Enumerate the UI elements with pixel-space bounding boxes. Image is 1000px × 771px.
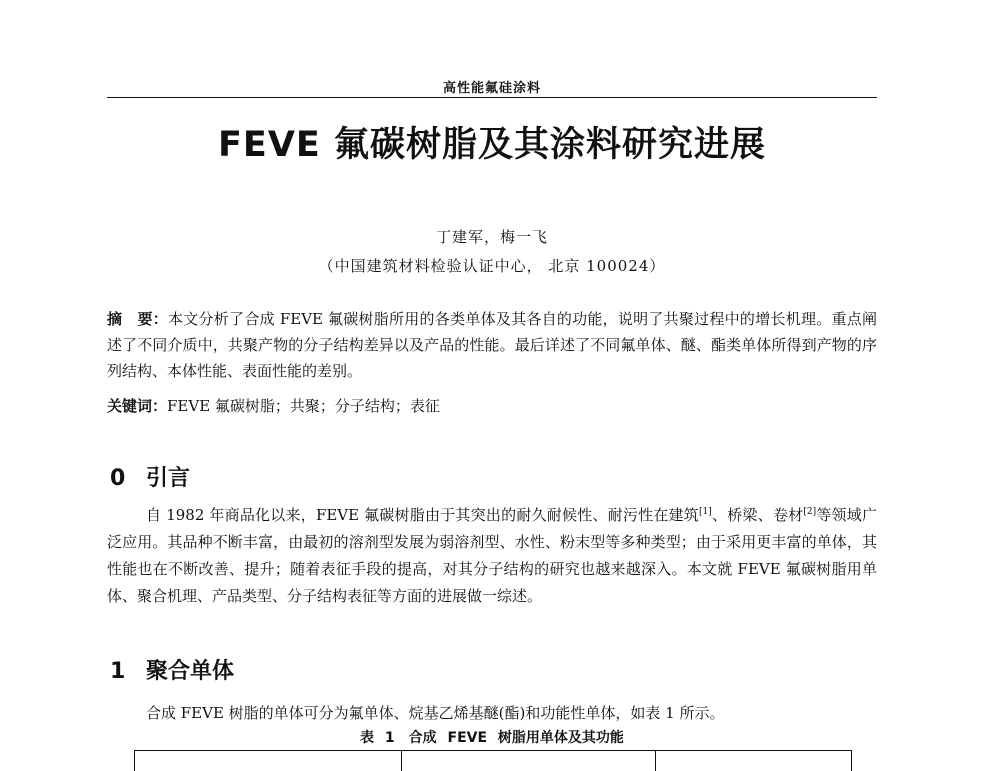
keywords-label: 关键词： <box>107 397 168 415</box>
author-line: 丁建军，梅一飞 <box>435 228 548 246</box>
citation-ref[interactable]: [2] <box>803 507 817 517</box>
keywords <box>107 393 877 419</box>
table-caption: 表 1 合成 FEVE 树脂用单体及其功能 <box>360 730 624 746</box>
introduction-paragraph <box>107 502 877 610</box>
paragraph-text: 等领域广泛应用。其品种不断丰富，由最初的溶剂型发展为弱溶剂型、水性、粉末型等多种类型；由于采用更丰富的单体，其性能也在不断改善、提升；随着表征手段的提高，对其分子结构的研究也越来越深入。本文就 FEVE 氟碳树脂用单体、聚合机理、产品类型、分子结构表征等方面的进展做一综述。 <box>107 506 877 605</box>
abstract-text: 本文分析了合成 FEVE 氟碳树脂所用的各类单体及其各自的功能，说明了共聚过程中的增长机理。重点阐述了不同介质中，共聚产物的分子结构差异以及产品的性能。最后详述了不同氟单体、醚、酯类单体所得到产物的序列结构、本体性能、表面性能的差别。 <box>107 310 877 380</box>
section-heading-introduction <box>110 461 190 492</box>
table-column-divider <box>655 751 656 771</box>
keywords-text: FEVE 氟碳树脂；共聚；分子结构；表征 <box>167 397 440 415</box>
running-head: 高性能氟硅涂料 <box>442 81 541 96</box>
section-number: 1 <box>110 659 126 684</box>
paragraph-text: 、桥梁、卷材 <box>711 506 804 524</box>
section-title: 引言 <box>146 466 191 491</box>
abstract-label: 摘 要： <box>107 310 169 328</box>
citation-ref[interactable]: [1] <box>699 507 712 517</box>
affiliation-line: （中国建筑材料检验认证中心， 北京 100024） <box>318 257 666 275</box>
article-title: FEVE 氟碳树脂及其涂料研究进展 <box>218 125 766 165</box>
monomer-paragraph: 合成 FEVE 树脂的单体可分为氟单体、烷基乙烯基醚(酯)和功能性单体，如表 1 所示。 <box>146 704 725 722</box>
paragraph-text: 自 1982 年商品化以来，FEVE 氟碳树脂由于其突出的耐久耐候性、耐污性在建筑 <box>146 506 700 524</box>
section-title: 聚合单体 <box>146 659 235 684</box>
table-column-divider <box>401 751 402 771</box>
section-number: 0 <box>110 466 126 491</box>
section-heading-monomers <box>110 654 234 685</box>
abstract <box>107 306 877 384</box>
header-rule <box>107 97 877 98</box>
table-1 <box>134 750 852 771</box>
